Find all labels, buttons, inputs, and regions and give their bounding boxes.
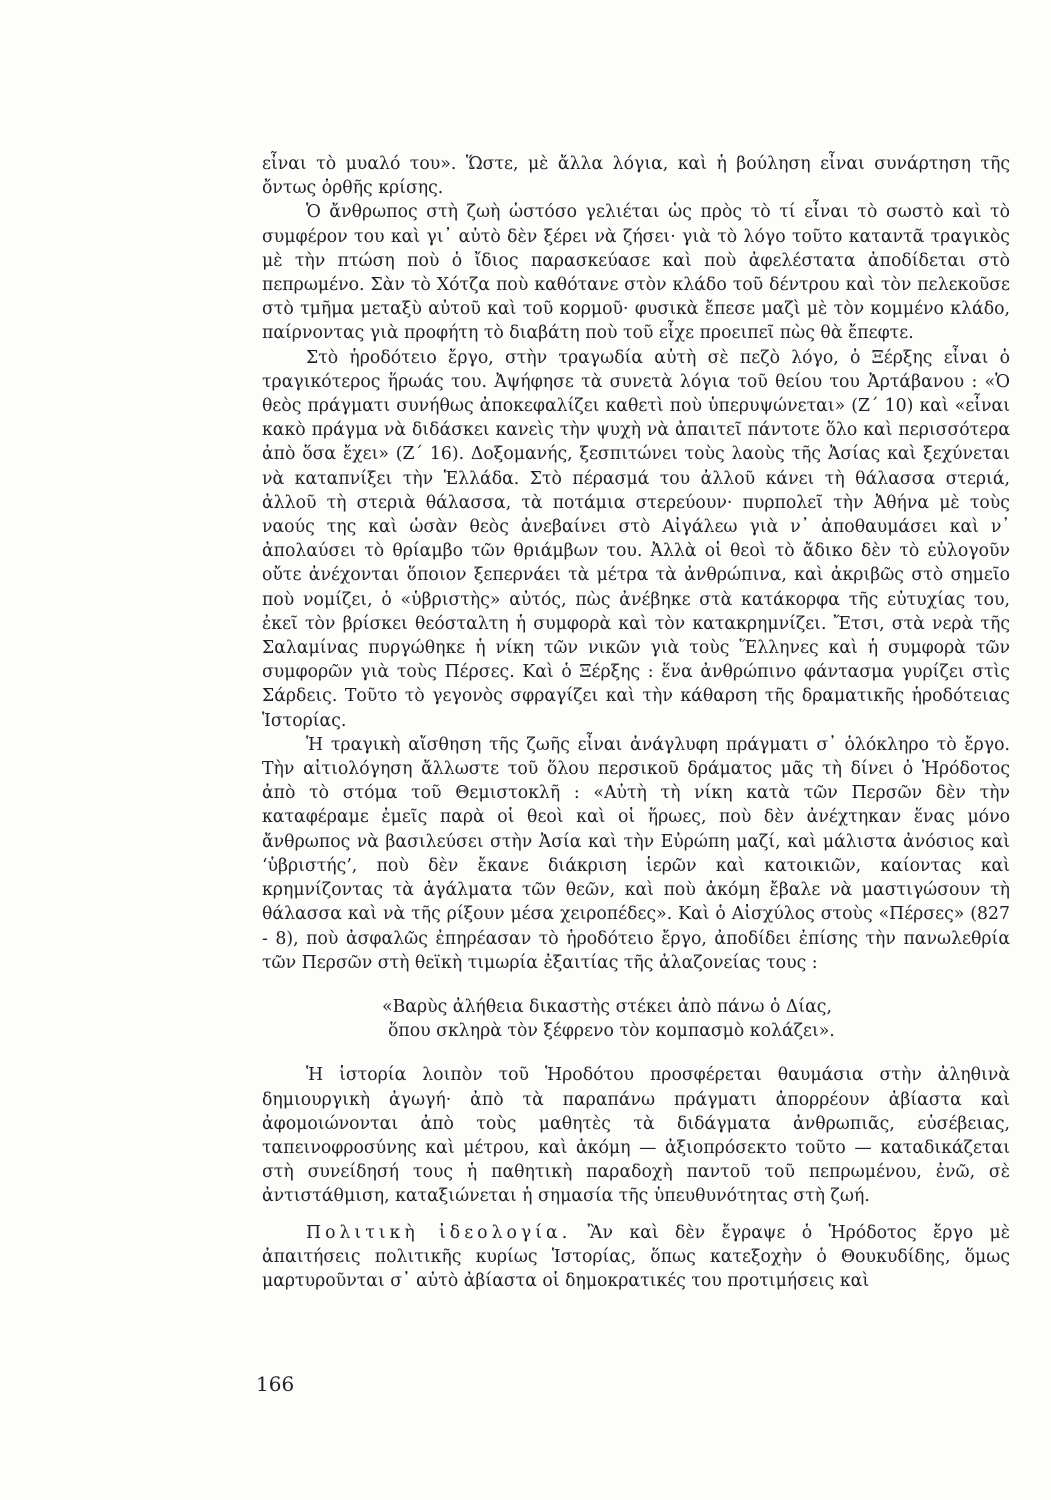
body-text bbox=[262, 152, 1010, 1293]
paragraph-4: Ἡ τραγικὴ αἴσθηση τῆς ζωῆς εἶναι ἀνάγλυφη πράγματι σ᾽ ὁλόκληρο τὸ ἔργο. Τὴν αἰτιολόγηση ἄλλωστε τοῦ ὅλου περσικοῦ δράματος μᾶς τὴ δίνει ὁ Ἡρόδοτος ἀπὸ τὸ στόμα τοῦ Θεμιστοκλῆ : «Αὐτὴ τὴ νίκη κατὰ τῶν Περσῶν δὲν τὴν καταφέραμε ἐμεῖς παρὰ οἱ θεοὶ καὶ οἱ ἥρωες, ποὺ δὲν ἀνέχτηκαν ἕνας μόνο ἄνθρωπος νὰ βασιλεύσει στὴν Ἀσία καὶ τὴν Εὐρώπη μαζί, καὶ μάλιστα ἀνόσιος καὶ ‘ὑβριστής’, ποὺ δὲν ἔκανε διάκριση ἱερῶν καὶ κατοικιῶν, καίοντας καὶ κρημνίζοντας τὰ ἀγάλματα τῶν θεῶν, καὶ ποὺ ἀκόμη ἔβαλε νὰ μαστιγώσουν τὴ θάλασσα καὶ νὰ τῆς ρίξουν μέσα χειροπέδες». Καὶ ὁ Αἰσχύλος στοὺς «Πέρσες» (827 - 8), ποὺ ἀσφαλῶς ἐπηρέασαν τὸ ἡροδότειο ἔργο, ἀποδίδει ἐπίσης τὴν πανωλεθρία τῶν Περσῶν στὴ θεϊκὴ τιμωρία ἐξαιτίας τῆς ἀλαζονείας τους : bbox=[262, 734, 1010, 973]
section-text: Ἂν καὶ δὲν ἔγραψε ὁ Ἡρόδοτος ἔργο μὲ ἀπαιτήσεις πολιτικῆς κυρίως Ἱστορίας, ὅπως κατεξοχὴν ὁ Θουκυδίδης, ὅμως μαρτυροῦνται σ᾽ αὐτὸ ἀβίαστα οἱ δημοκρατικές του προτιμήσεις καὶ bbox=[262, 1222, 1010, 1291]
verse-quote bbox=[382, 995, 1002, 1043]
paragraph-5: Ἡ ἱστορία λοιπὸν τοῦ Ἡροδότου προσφέρεται θαυμάσια στὴν ἀληθινὰ δημιουργικὴ ἀγωγή· ἀπὸ τὰ παραπάνω πράγματι ἀπορρέουν ἀβίαστα καὶ ἀφομοιώνονται ἀπὸ τοὺς μαθητὲς τὰ διδάγματα ἀνθρωπιᾶς, εὐσέβειας, ταπεινοφροσύνης καὶ μέτρου, καὶ ἀκόμη — ἀξιοπρόσεκτο τοῦτο — καταδικάζεται στὴ συνείδησή τους ἡ παθητικὴ παραδοχὴ παντοῦ τοῦ πεπρωμένου, ἐνῶ, σὲ ἀντιστάθμιση, καταξιώνεται ἡ σημασία τῆς ὑπευθυνότητας στὴ ζωή. bbox=[262, 1065, 1010, 1207]
section-paragraph bbox=[262, 1221, 1010, 1294]
section-heading: Πολιτικὴ ἰδεολογία. bbox=[306, 1222, 572, 1243]
paragraph-1: εἶναι τὸ μυαλό του». Ὥστε, μὲ ἄλλα λόγια, καὶ ἡ βούληση εἶναι συνάρτηση τῆς ὄντως ὀρθῆς κρίσης. bbox=[262, 154, 1010, 199]
page-number: 166 bbox=[256, 1372, 295, 1396]
paragraph-3: Στὸ ἡροδότειο ἔργο, στὴν τραγωδία αὐτὴ σὲ πεζὸ λόγο, ὁ Ξέρξης εἶναι ὁ τραγικότερος ἥρωάς του. Ἀψήφησε τὰ συνετὰ λόγια τοῦ θείου του Ἀρτάβανου : «Ὁ θεὸς πράγματι συνήθως ἀποκεφαλίζει καθετὶ ποὺ ὑπερυψώνεται» (Ζ΄ 10) καὶ «εἶναι κακὸ πράγμα νὰ διδάσκει κανεὶς τὴν ψυχὴ νὰ ἀπαιτεῖ πάντοτε ὅλο καὶ περισσότερα ἀπὸ ὅσα ἔχει» (Ζ΄ 16). Δοξομανής, ξεσπιτώνει τοὺς λαοὺς τῆς Ἀσίας καὶ ξεχύνεται νὰ καταπνίξει τὴν Ἑλλάδα. Στὸ πέρασμά του ἀλλοῦ κάνει τὴ θάλασσα στεριά, ἀλλοῦ τὴ στεριὰ θάλασσα, τὰ ποτάμια στερεύουν· πυρπολεῖ τὴν Ἀθήνα μὲ τοὺς ναούς της καὶ ὡσὰν θεὸς ἀνεβαίνει στὸ Αἰγάλεω γιὰ ν᾽ ἀποθαυμάσει καὶ ν᾽ ἀπολαύσει τὸ θρίαμβο τῶν θριάμβων του. Ἀλλὰ οἱ θεοὶ τὸ ἄδικο δὲν τὸ εὐλογοῦν οὔτε ἀνέχονται ὅποιον ξεπερνάει τὰ μέτρα τὰ ἀνθρώπινα, καὶ ἀκριβῶς στὸ σημεῖο ποὺ νομίζει, ὁ «ὑβριστὴς» αὐτός, πὼς ἀνέβηκε στὰ κατάκορφα τῆς εὐτυχίας του, ἐκεῖ τὸν βρίσκει θεόσταλτη ἡ συμφορὰ καὶ τὸν κατακρημνίζει. Ἔτσι, στὰ νερὰ τῆς Σαλαμίνας πυργώθηκε ἡ νίκη τῶν νικῶν γιὰ τοὺς Ἕλληνες καὶ ἡ συμφορὰ τῶν συμφορῶν γιὰ τοὺς Πέρσες. Καὶ ὁ Ξέρξης : ἕνα ἀνθρώπινο φάντασμα γυρίζει στὶς Σάρδεις. Τοῦτο τὸ γεγονὸς σφραγίζει καὶ τὴν κάθαρση τῆς δραματικῆς ἡροδότειας Ἱστορίας. bbox=[262, 347, 1010, 731]
verse-line-2: ὅπου σκληρὰ τὸν ξέφρενο τὸν κομπασμὸ κολάζει». bbox=[388, 1021, 835, 1042]
verse-line-1: «Βαρὺς ἀλήθεια δικαστὴς στέκει ἀπὸ πάνω ὁ Δίας, bbox=[382, 996, 832, 1017]
paragraph-2: Ὁ ἄνθρωπος στὴ ζωὴ ὡστόσο γελιέται ὡς πρὸς τὸ τί εἶναι τὸ σωστὸ καὶ τὸ συμφέρον του καὶ γι᾽ αὐτὸ δὲν ξέρει νὰ ζήσει· γιὰ τὸ λόγο τοῦτο καταντᾶ τραγικὸς μὲ τὴν πτώση ποὺ ὁ ἴδιος παρασκεύασε καὶ ποὺ ἀφελέστατα ἀποδίδεται στὸ πεπρωμένο. Σὰν τὸ Χότζα ποὺ καθότανε στὸν κλάδο τοῦ δέντρου καὶ τὸν πελεκοῦσε στὸ τμῆμα μεταξὺ αὐτοῦ καὶ τοῦ κορμοῦ· φυσικὰ ἔπεσε μαζὶ μὲ τὸν κομμένο κλάδο, παίρνοντας γιὰ προφήτη τὸ διαβάτη ποὺ τοῦ εἶχε προειπεῖ πὼς θὰ ἔπεφτε. bbox=[262, 202, 1010, 344]
